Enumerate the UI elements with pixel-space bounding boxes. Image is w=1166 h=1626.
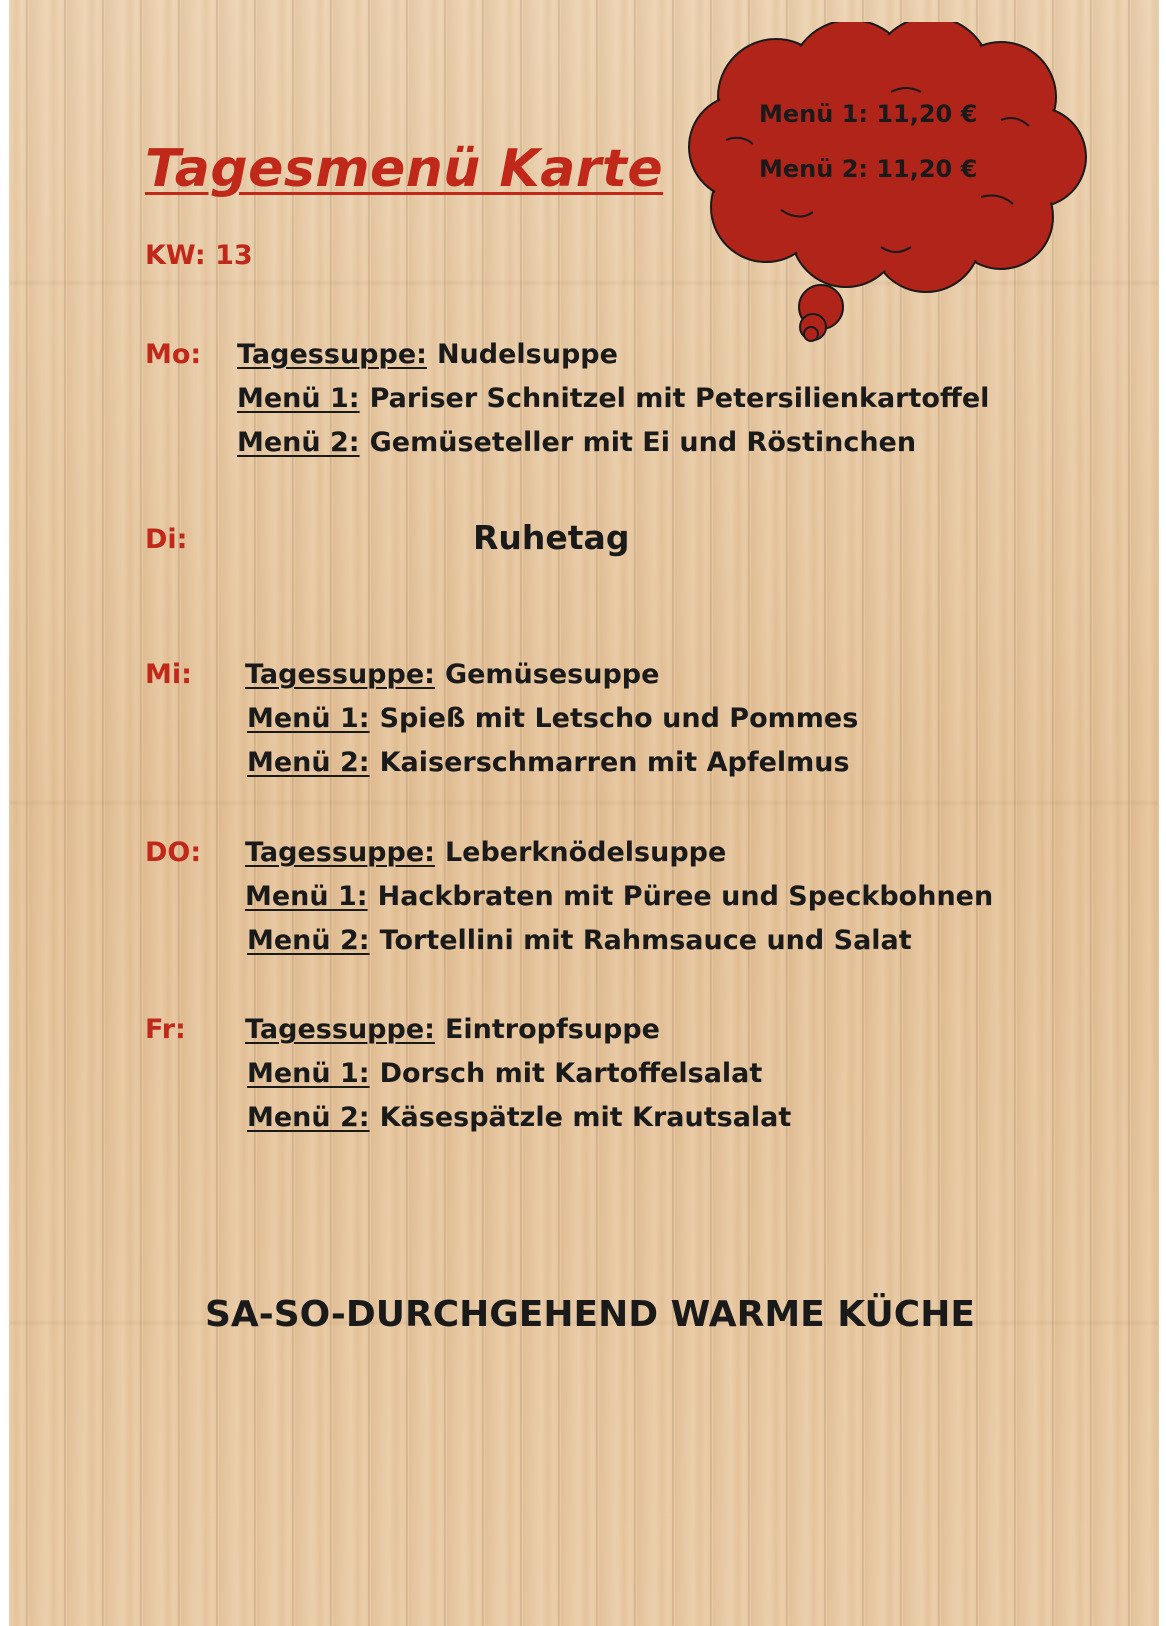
menu1-label: Menü 1: <box>245 881 368 912</box>
fr-menu2-line <box>247 1102 791 1133</box>
menu1-label: Menü 1: <box>247 1058 370 1089</box>
do-soup-line <box>245 837 726 868</box>
do-menu2-line <box>247 925 912 956</box>
mi-soup-line <box>245 659 659 690</box>
menu2-label: Menü 2: <box>247 1102 370 1133</box>
mo-soup-line <box>237 339 618 370</box>
day-label-do: DO: <box>145 837 202 868</box>
menu2-label: Menü 2: <box>247 747 370 778</box>
mi-menu1-line <box>247 703 858 734</box>
day-label-mi: Mi: <box>145 659 192 690</box>
mo-menu2: Gemüseteller mit Ei und Röstinchen <box>369 427 917 458</box>
fr-soup: Eintropfsuppe <box>444 1014 660 1045</box>
soup-label: Tagessuppe: <box>245 837 435 868</box>
fr-menu1-line <box>247 1058 762 1089</box>
fr-soup-line <box>245 1014 660 1045</box>
mi-menu2: Kaiserschmarren mit Apfelmus <box>379 747 850 778</box>
fr-menu1: Dorsch mit Kartoffelsalat <box>379 1058 763 1089</box>
soup-label: Tagessuppe: <box>245 659 435 690</box>
do-menu2: Tortellini mit Rahmsauce und Salat <box>379 925 912 956</box>
price-menu-1: Menü 1: 11,20 € <box>759 100 978 128</box>
do-menu1-line <box>245 881 993 912</box>
rest-day-note: Ruhetag <box>473 518 630 557</box>
day-label-fr: Fr: <box>145 1014 186 1045</box>
page-title: Tagesmenü Karte <box>145 139 664 199</box>
menu2-label: Menü 2: <box>247 925 370 956</box>
fr-menu2: Käsespätzle mit Krautsalat <box>379 1102 792 1133</box>
mo-soup: Nudelsuppe <box>436 339 618 370</box>
calendar-week: KW: 13 <box>145 240 253 271</box>
menu1-label: Menü 1: <box>237 383 360 414</box>
mi-soup: Gemüsesuppe <box>444 659 660 690</box>
day-label-mo: Mo: <box>145 339 202 370</box>
mo-menu2-line <box>237 427 916 458</box>
footer-note: SA-SO-DURCHGEHEND WARME KÜCHE <box>205 1294 975 1335</box>
mo-menu1: Pariser Schnitzel mit Petersilienkartoffel <box>369 383 990 414</box>
menu1-label: Menü 1: <box>247 703 370 734</box>
mi-menu2-line <box>247 747 850 778</box>
menu-page <box>9 0 1159 1626</box>
do-soup: Leberknödelsuppe <box>444 837 727 868</box>
day-label-di: Di: <box>145 524 188 555</box>
menu2-label: Menü 2: <box>237 427 360 458</box>
do-menu1: Hackbraten mit Püree und Speckbohnen <box>377 881 994 912</box>
soup-label: Tagessuppe: <box>245 1014 435 1045</box>
soup-label: Tagessuppe: <box>237 339 427 370</box>
mo-menu1-line <box>237 383 989 414</box>
mi-menu1: Spieß mit Letscho und Pommes <box>379 703 859 734</box>
price-menu-2: Menü 2: 11,20 € <box>759 155 978 183</box>
